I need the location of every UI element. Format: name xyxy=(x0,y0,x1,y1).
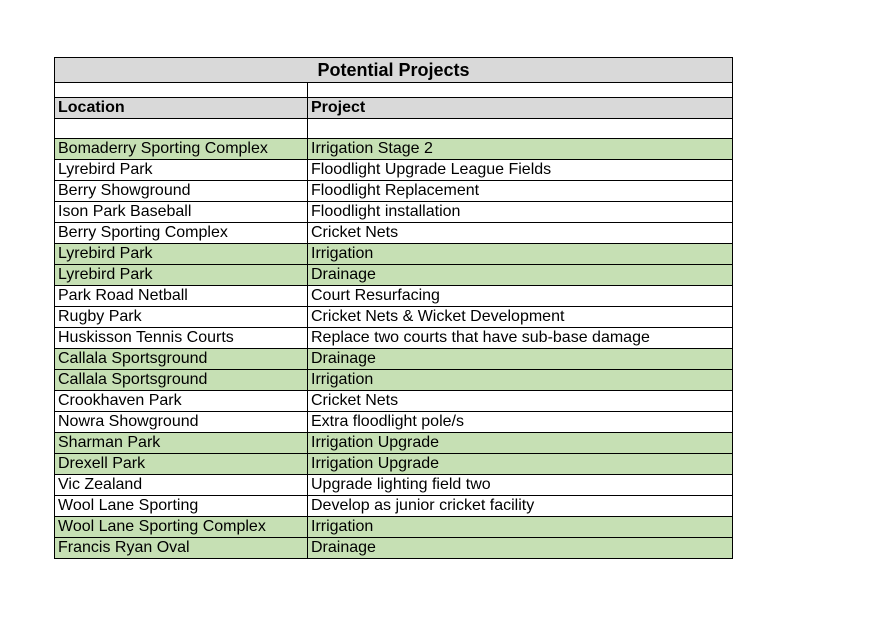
location-cell: Lyrebird Park xyxy=(55,244,308,265)
location-cell: Francis Ryan Oval xyxy=(55,538,308,559)
project-cell: Irrigation xyxy=(308,244,733,265)
table-row xyxy=(55,391,733,412)
table-row xyxy=(55,496,733,517)
table-row xyxy=(55,370,733,391)
project-cell: Drainage xyxy=(308,538,733,559)
table-row xyxy=(55,307,733,328)
project-cell: Floodlight Replacement xyxy=(308,181,733,202)
location-cell: Berry Sporting Complex xyxy=(55,223,308,244)
project-cell: Upgrade lighting field two xyxy=(308,475,733,496)
table-row xyxy=(55,160,733,181)
empty-cell xyxy=(308,83,733,98)
header-row xyxy=(55,98,733,119)
project-cell: Extra floodlight pole/s xyxy=(308,412,733,433)
location-cell: Ison Park Baseball xyxy=(55,202,308,223)
location-cell: Crookhaven Park xyxy=(55,391,308,412)
project-cell: Floodlight installation xyxy=(308,202,733,223)
table-row xyxy=(55,328,733,349)
location-cell: Lyrebird Park xyxy=(55,265,308,286)
project-cell: Irrigation xyxy=(308,517,733,538)
project-cell: Drainage xyxy=(308,349,733,370)
table-row xyxy=(55,202,733,223)
location-cell: Wool Lane Sporting xyxy=(55,496,308,517)
table-row xyxy=(55,349,733,370)
project-cell: Drainage xyxy=(308,265,733,286)
location-cell: Berry Showground xyxy=(55,181,308,202)
table-row xyxy=(55,454,733,475)
project-cell: Develop as junior cricket facility xyxy=(308,496,733,517)
project-cell: Irrigation Upgrade xyxy=(308,433,733,454)
table-row xyxy=(55,433,733,454)
location-cell: Bomaderry Sporting Complex xyxy=(55,139,308,160)
location-cell: Callala Sportsground xyxy=(55,370,308,391)
location-cell: Callala Sportsground xyxy=(55,349,308,370)
projects-table xyxy=(54,57,733,559)
table-row xyxy=(55,517,733,538)
project-cell: Cricket Nets xyxy=(308,223,733,244)
table-row xyxy=(55,223,733,244)
table-row xyxy=(55,475,733,496)
empty-cell xyxy=(308,119,733,139)
location-cell: Rugby Park xyxy=(55,307,308,328)
location-cell: Vic Zealand xyxy=(55,475,308,496)
table-row xyxy=(55,286,733,307)
project-cell: Irrigation xyxy=(308,370,733,391)
table-row xyxy=(55,181,733,202)
table-row xyxy=(55,244,733,265)
location-cell: Nowra Showground xyxy=(55,412,308,433)
table-row xyxy=(55,139,733,160)
table-title: Potential Projects xyxy=(55,58,733,83)
spacer-row xyxy=(55,83,733,98)
empty-cell xyxy=(55,119,308,139)
location-cell: Drexell Park xyxy=(55,454,308,475)
table-row xyxy=(55,538,733,559)
project-cell: Cricket Nets xyxy=(308,391,733,412)
project-cell: Irrigation Upgrade xyxy=(308,454,733,475)
project-cell: Court Resurfacing xyxy=(308,286,733,307)
column-header-project: Project xyxy=(308,98,733,119)
location-cell: Park Road Netball xyxy=(55,286,308,307)
table-row xyxy=(55,412,733,433)
project-cell: Floodlight Upgrade League Fields xyxy=(308,160,733,181)
project-cell: Irrigation Stage 2 xyxy=(308,139,733,160)
projects-table-body xyxy=(55,58,733,559)
project-cell: Cricket Nets & Wicket Development xyxy=(308,307,733,328)
location-cell: Lyrebird Park xyxy=(55,160,308,181)
location-cell: Wool Lane Sporting Complex xyxy=(55,517,308,538)
empty-cell xyxy=(55,83,308,98)
project-cell: Replace two courts that have sub-base damage xyxy=(308,328,733,349)
title-row xyxy=(55,58,733,83)
spacer-row xyxy=(55,119,733,139)
location-cell: Sharman Park xyxy=(55,433,308,454)
table-row xyxy=(55,265,733,286)
location-cell: Huskisson Tennis Courts xyxy=(55,328,308,349)
column-header-location: Location xyxy=(55,98,308,119)
